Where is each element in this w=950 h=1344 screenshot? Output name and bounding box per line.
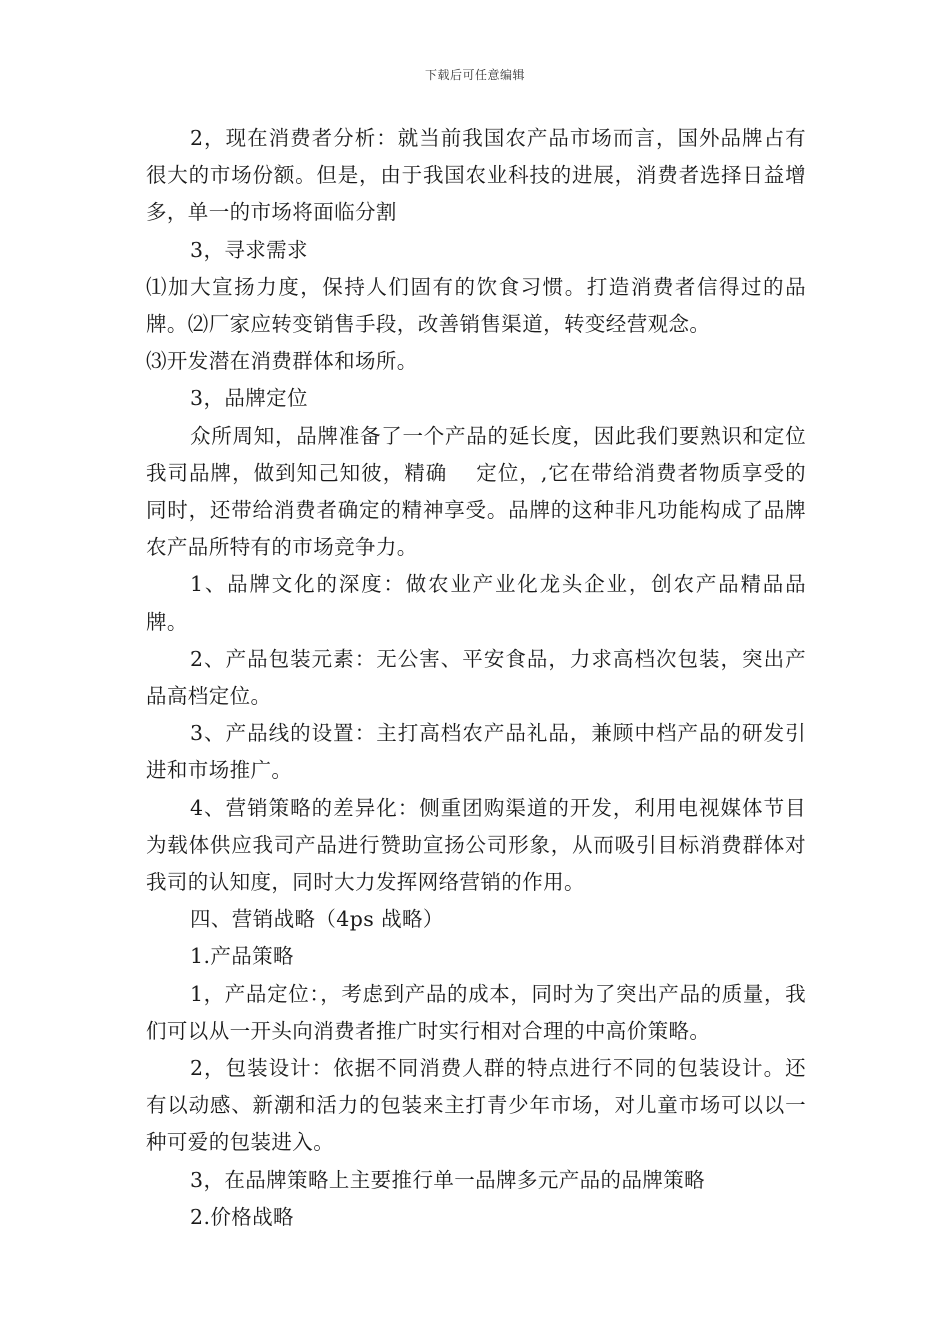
paragraph-price-strategy-heading: 2.价格战略 (190, 1204, 294, 1229)
paragraph-brand-positioning-body: 众所周知，品牌准备了一个产品的延长度，因此我们要熟识和定位我司品牌，做到知己知彼，精确 定位，,它在带给消费者物质享受的同时，还带给消费者确定的精神享受。品牌的这种非凡功能构成了品牌农产品所特有的市场竞争力。 (146, 423, 806, 560)
paragraph-product-positioning: 1，产品定位：，考虑到产品的成本，同时为了突出产品的质量，我们可以从一开头向消费者推广时实行相对合理的中高价策略。 (146, 981, 806, 1043)
paragraph-consumer-analysis: 2，现在消费者分析：就当前我国农产品市场而言，国外品牌占有很大的市场份额。但是，由于我国农业科技的进展，消费者选择日益增多，单一的市场将面临分割 (146, 126, 806, 225)
page-header: 下载后可任意编辑 (424, 68, 525, 82)
paragraph-brand-positioning-heading: 3，品牌定位 (190, 386, 308, 411)
paragraph-seek-demand-heading: 3，寻求需求 (190, 237, 308, 262)
paragraph-marketing-strategy-heading: 四、营销战略（4ps 战略） (190, 907, 444, 932)
paragraph-product-strategy-heading: 1.产品策略 (190, 944, 294, 969)
paragraph-brand-strategy: 3，在品牌策略上主要推行单一品牌多元产品的品牌策略 (190, 1167, 706, 1192)
paragraph-packaging-design: 2，包装设计：依据不同消费人群的特点进行不同的包装设计。还有以动感、新潮和活力的包装来主打青少年市场，对儿童市场可以以一种可爱的包装进入。 (146, 1056, 806, 1155)
paragraph-product-line: 3、产品线的设置：主打高档农产品礼品，兼顾中档产品的研发引进和市场推广。 (146, 721, 806, 783)
paragraph-marketing-differentiation: 4、营销策略的差异化：侧重团购渠道的开发，利用电视媒体节目为载体供应我司产品进行赞助宣扬公司形象，从而吸引目标消费群体对我司的认知度，同时大力发挥网络营销的作用。 (146, 795, 806, 895)
paragraph-demand-items: ⑴加大宣扬力度，保持人们固有的饮食习惯。打造消费者信得过的品牌。⑵厂家应转变销售手段，改善销售渠道，转变经营观念。 (146, 274, 806, 337)
paragraph-demand-item-3: ⑶开发潜在消费群体和场所。 (146, 349, 418, 374)
document-body (146, 120, 806, 1236)
paragraph-packaging-elements: 2、产品包装元素：无公害、平安食品，力求高档次包装，突出产品高档定位。 (146, 646, 806, 709)
paragraph-brand-culture: 1、品牌文化的深度：做农业产业化龙头企业，创农产品精品品牌。 (146, 572, 806, 634)
